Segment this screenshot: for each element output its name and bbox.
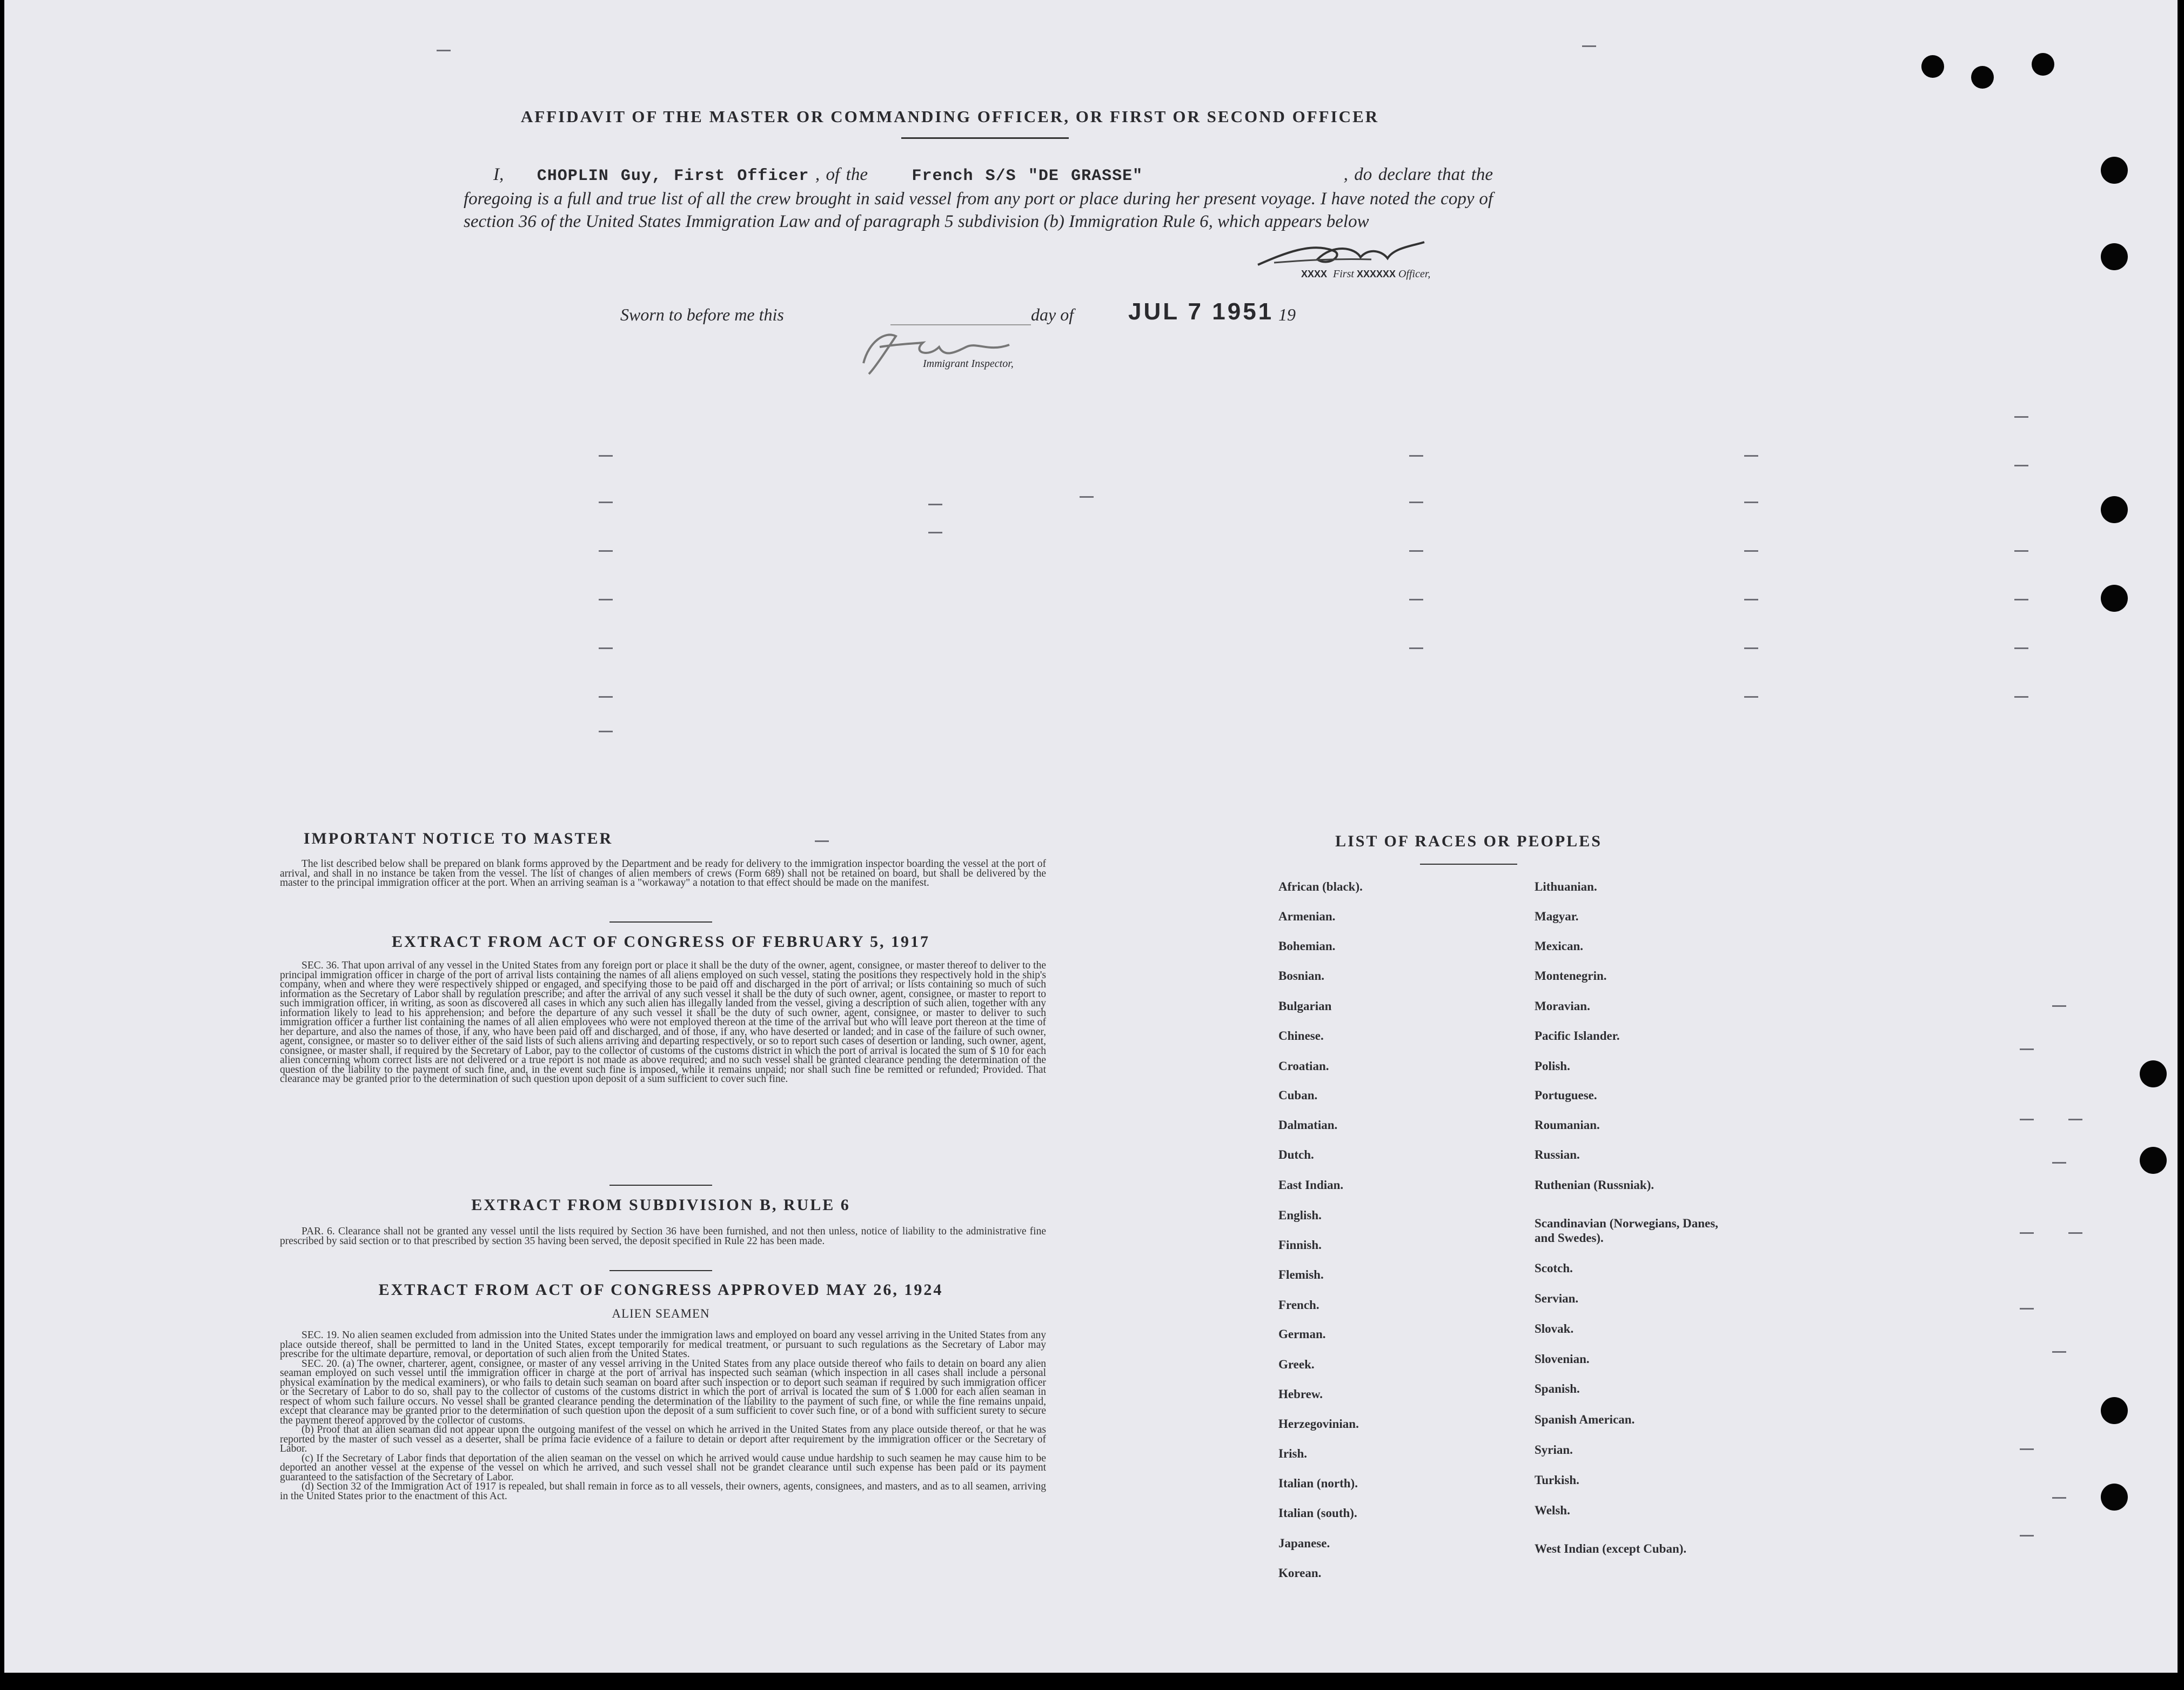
- race-item: French.: [1278, 1298, 1319, 1312]
- rule-dash: [2020, 1308, 2034, 1310]
- struck-text: XXXXXX: [1356, 269, 1396, 279]
- punch-hole: [2101, 157, 2128, 184]
- rule-dash: [1744, 502, 1758, 503]
- act-1924-title: EXTRACT FROM ACT OF CONGRESS APPROVED MAY 26, 1924: [378, 1281, 943, 1299]
- rule-dash: [2020, 1119, 2034, 1120]
- rule-dash: [599, 731, 613, 732]
- officer-label: Officer,: [1398, 268, 1431, 280]
- rule-dash: [599, 502, 613, 503]
- race-item: Bulgarian: [1278, 999, 1332, 1013]
- rule-dash: [2014, 599, 2028, 600]
- rule-dash: [2014, 465, 2028, 466]
- rule-dash: [1744, 696, 1758, 698]
- race-item: Portuguese.: [1535, 1088, 1597, 1102]
- inspector-signature: [847, 320, 1020, 379]
- sworn-day-of: day of: [1031, 305, 1074, 324]
- rule-dash: [2020, 1448, 2034, 1450]
- rule-dash: [1744, 550, 1758, 552]
- race-item: Italian (north).: [1278, 1477, 1358, 1490]
- race-item: Polish.: [1535, 1059, 1570, 1073]
- vessel-name: French S/S "DE GRASSE": [912, 167, 1143, 185]
- race-item: West Indian (except Cuban).: [1535, 1542, 1687, 1555]
- act-1917-title: EXTRACT FROM ACT OF CONGRESS OF FEBRUARY 5, 1917: [391, 933, 930, 951]
- punch-hole: [2032, 53, 2054, 76]
- rule-dash: [815, 840, 829, 842]
- rule-dash: [928, 532, 942, 533]
- race-item: Montenegrin.: [1535, 969, 1607, 983]
- punch-hole: [2140, 1147, 2167, 1174]
- rule-dash: [1409, 502, 1423, 503]
- races-title: LIST OF RACES OR PEOPLES: [1335, 832, 1602, 850]
- race-item: German.: [1278, 1327, 1326, 1341]
- rule-dash: [437, 50, 451, 51]
- rule-dash: [1744, 647, 1758, 649]
- document-sheet: [4, 0, 2178, 1673]
- rule-dash: [2020, 1535, 2034, 1537]
- race-item: Armenian.: [1278, 910, 1336, 923]
- affidavit-declaration: [464, 163, 1493, 233]
- race-item: Spanish American.: [1535, 1413, 1635, 1426]
- race-item: Dutch.: [1278, 1148, 1314, 1161]
- notice-title: IMPORTANT NOTICE TO MASTER: [303, 830, 613, 847]
- rule-dash: [2068, 1232, 2082, 1234]
- race-item: Moravian.: [1535, 999, 1590, 1013]
- race-item: Flemish.: [1278, 1268, 1324, 1281]
- rule-dash: [2068, 1119, 2082, 1120]
- first-label: First: [1333, 268, 1354, 280]
- race-item: Finnish.: [1278, 1238, 1322, 1252]
- race-item: Irish.: [1278, 1447, 1308, 1460]
- rule-dash: [2014, 550, 2028, 552]
- rule-dash: [599, 599, 613, 600]
- race-item: African (black).: [1278, 880, 1363, 893]
- race-item: Bosnian.: [1278, 969, 1325, 983]
- race-item: Dalmatian.: [1278, 1118, 1338, 1132]
- notice-text: The list described below shall be prepared on blank forms approved by the Department and be ready for delivery to the immigration inspector boarding the vessel at the port of arrival, and shall in no instance be taken from the vessel. The list of changes of alien members of crews (Form 689) shall not be retained on board, but shall be delivered by the master to the principal immigration officer at the port. When an arriving seaman is a "workaway" a notation to that effect should be made on the manifest.: [280, 858, 1046, 889]
- punch-hole: [2101, 1484, 2128, 1511]
- race-item: Servian.: [1535, 1292, 1579, 1305]
- rule-dash: [2014, 647, 2028, 649]
- date-stamp: JUL 7 1951: [1128, 298, 1274, 325]
- rule-dash: [1744, 455, 1758, 457]
- race-item: English.: [1278, 1208, 1322, 1222]
- rule-dash: [599, 550, 613, 552]
- section-divider: [609, 921, 712, 923]
- race-item: Magyar.: [1535, 910, 1579, 923]
- race-item: Italian (south).: [1278, 1506, 1357, 1520]
- inspector-caption: Immigrant Inspector,: [923, 358, 1014, 370]
- race-item: Korean.: [1278, 1566, 1322, 1580]
- rule-dash: [1080, 496, 1094, 498]
- signature-caption: [1301, 268, 1430, 280]
- race-item: Bohemian.: [1278, 939, 1336, 953]
- race-item: East Indian.: [1278, 1178, 1344, 1192]
- race-item: Greek.: [1278, 1358, 1315, 1371]
- declaration-lead: I,: [493, 165, 504, 184]
- sworn-prefix: Sworn to before me this: [620, 305, 784, 324]
- officer-name: CHOPLIN Guy, First Officer: [537, 167, 809, 185]
- race-item: Slovenian.: [1535, 1352, 1590, 1366]
- rule-dash: [2014, 416, 2028, 418]
- title-underline: [901, 137, 1069, 139]
- rule-dash: [1409, 647, 1423, 649]
- race-item: Ruthenian (Russniak).: [1535, 1178, 1654, 1192]
- race-item: Chinese.: [1278, 1029, 1324, 1043]
- rule-dash: [1582, 45, 1596, 47]
- rule-6-text: PAR. 6. Clearance shall not be granted any vessel until the lists required by Section 36 have been furnished, and not then unless, notice of liability to the administrative fine prescribed by said section or to that prescribed by section 35 having been served, the deposit specified in Rule 22 has been made.: [280, 1226, 1046, 1247]
- race-item: Mexican.: [1535, 939, 1584, 953]
- race-item: Welsh.: [1535, 1504, 1570, 1517]
- act-1917-text: SEC. 36. That upon arrival of any vessel in the United States from any foreign port or place it shall be the duty of the owner, agent, consignee, or master thereof to deliver to the principal immigration officer in charge of the port of arrival lists containing the names of all aliens employed on such vessel, stating the positions they respectively hold in the ship's company, when and where they were respectively shipped or engaged, and specifying those to be paid off and discharged in the port of arrival; or lists containing so much of such information as the Secretary of Labor shall by regulation prescribe; and after the arrival of any such vessel it shall be the duty of such owner, agent, consignee, or master to report to such immigration officer, in writing, as soon as discovered all cases in which any such alien has illegally landed from the vessel, giving a description of such alien, together with any information likely to lead to his apprehension; and before the departure of any such vessel it shall be the duty of such owner, agent, consignee, or master to deliver to such immigration officer a further list containing the names of all alien employees who were not employed thereon at the time of the arrival but who will leave port thereon at the time of her departure, and also the names of those, if any, who have been paid off and discharged, and of those, if any, who have deserted or landed; and in case of the failure of such owner, agent, consignee, or master so to deliver either of the said lists of such aliens arriving and departing respectively, or so to report such cases of desertion or landing, such owner, agent, consignee, or master shall, if required by the Secretary of Labor, pay to the collector of customs of the customs district in which the port of arrival is located the sum of $ 10 for each alien concerning whom correct lists are not delivered or a true report is not made as above required; and no such vessel shall be granted clearance pending the determination of the question of the liability to the payment of such fine, and, in the event such fine is imposed, while it remains unpaid; nor shall such fine be remitted or refunded; Provided. That clearance may be granted prior to the determination of such question upon deposit of a sum sufficient to cover such fine.: [280, 960, 1046, 1085]
- race-item: Turkish.: [1535, 1473, 1579, 1487]
- race-item: Spanish.: [1535, 1382, 1580, 1395]
- race-item: Cuban.: [1278, 1088, 1318, 1102]
- rule-dash: [1409, 599, 1423, 600]
- punch-hole: [2140, 1060, 2167, 1087]
- rule-dash: [2052, 1351, 2066, 1353]
- rule-6-title: EXTRACT FROM SUBDIVISION B, RULE 6: [471, 1196, 850, 1214]
- rule-dash: [2014, 696, 2028, 698]
- punch-hole: [2101, 585, 2128, 612]
- declaration-body: that the foregoing is a full and true list of all the crew brought in said vessel from any port or place during her present voyage. I have noted the copy of section 36 of the United States Immigration Law and of paragraph 5 subdivision (b) Immigration Rule 6, which appears below: [464, 165, 1493, 231]
- race-item: Roumanian.: [1535, 1118, 1600, 1132]
- race-item: Syrian.: [1535, 1443, 1573, 1457]
- rule-dash: [1409, 455, 1423, 457]
- punch-hole: [1971, 66, 1994, 89]
- races-title-underline: [1420, 864, 1517, 865]
- rule-dash: [2020, 1232, 2034, 1234]
- race-item: Scandinavian (Norwegians, Danes, and Swedes).: [1535, 1217, 1718, 1245]
- rule-dash: [1744, 599, 1758, 600]
- struck-text: XXXX: [1301, 269, 1328, 279]
- rule-dash: [1409, 550, 1423, 552]
- race-item: Lithuanian.: [1535, 880, 1597, 893]
- rule-dash: [599, 696, 613, 698]
- race-item: Russian.: [1535, 1148, 1580, 1161]
- race-item: Croatian.: [1278, 1059, 1329, 1073]
- rule-dash: [928, 504, 942, 505]
- race-item: Slovak.: [1535, 1322, 1574, 1335]
- act-1924-subtitle: ALIEN SEAMEN: [612, 1307, 710, 1320]
- declaration-do-declare: , do declare: [1343, 165, 1431, 184]
- act-1924-text: SEC. 19. No alien seamen excluded from admission into the United States under the immigration laws and employed on board any vessel arriving in the United States from any place outside thereof, shall be permitted to land in the United States, except temporarily for medical treatment, or pursuant to such regulations as the Secretary of Labor may prescribe for the ultimate departure, removal, or deportation of such alien from the United States. SEC. 20. (a) The owner, charterer, agent, consignee, or master of any vessel arriving in the United States from any place outside thereof who fails to detain on board any alien seaman employed on such vessel until the immigration officer in charge at the port of arrival has inspected such seaman (which inspection in all cases shall include a personal physical examination by the medical examiners), or who fails to detain such seaman on board after such inspection or to deport such seaman if required by such immigration officer or the Secretary of Labor to do so, shall pay to the collector of customs of the customs district in which the port of arrival is located the sum of $ 1.000 for each alien seaman in respect of whom such failure occurs. No vessel shall be granted clearance pending the determination of the liability to the payment of such fine, or while the fine remains unpaid, except that clearance may be granted prior to the determination of such question upon the deposit of a sum sufficient to cover such fine, or of a bond with sufficient surety to secure the payment thereof approved by the collector of customs. (b) Proof that an alien seaman did not appear upon the outgoing manifest of the vessel on which he arrived in the United States from any place outside thereof, or that he was reported by the master of such vessel as a deserter, shall be prima facie evidence of a failure to detain or deport after requirement by the immigration officer or the Secretary of Labor. (c) If the Secretary of Labor finds that deportation of the alien seaman on the vessel on which he arrived would cause undue hardship to such seamen he may cause him to be deported an another vessel at the expense of the vessel on which he arrived, and such vessel shall not be grandet clearance until such expense has been paid or its payment guaranteed to the satisfaction of the Secretary of Labor. (d) Section 32 of the Immigration Act of 1917 is repealed, but shall remain in force as to all vessels, their owners, agents, consignees, and masters, and as to all seamen, arriving in the United States prior to the enactment of this Act.: [280, 1330, 1046, 1502]
- rule-dash: [2052, 1005, 2066, 1007]
- sworn-year-suffix: 19: [1278, 305, 1296, 324]
- declaration-of-the: , of the: [815, 165, 868, 184]
- race-item: Japanese.: [1278, 1537, 1330, 1550]
- rule-dash: [599, 455, 613, 457]
- race-item: Scotch.: [1535, 1261, 1573, 1275]
- race-item: Herzegovinian.: [1278, 1417, 1359, 1431]
- section-divider: [609, 1270, 712, 1271]
- race-item: Hebrew.: [1278, 1387, 1323, 1401]
- rule-dash: [2020, 1048, 2034, 1050]
- punch-hole: [2101, 496, 2128, 523]
- race-item: Pacific Islander.: [1535, 1029, 1620, 1043]
- rule-dash: [599, 647, 613, 649]
- punch-hole: [2101, 1397, 2128, 1424]
- affidavit-title: AFFIDAVIT OF THE MASTER OR COMMANDING OFFICER, OR FIRST OR SECOND OFFICER: [520, 107, 1379, 126]
- rule-dash: [2052, 1497, 2066, 1499]
- punch-hole: [1921, 55, 1944, 78]
- punch-hole: [2101, 243, 2128, 270]
- rule-dash: [2052, 1162, 2066, 1164]
- section-divider: [609, 1185, 712, 1186]
